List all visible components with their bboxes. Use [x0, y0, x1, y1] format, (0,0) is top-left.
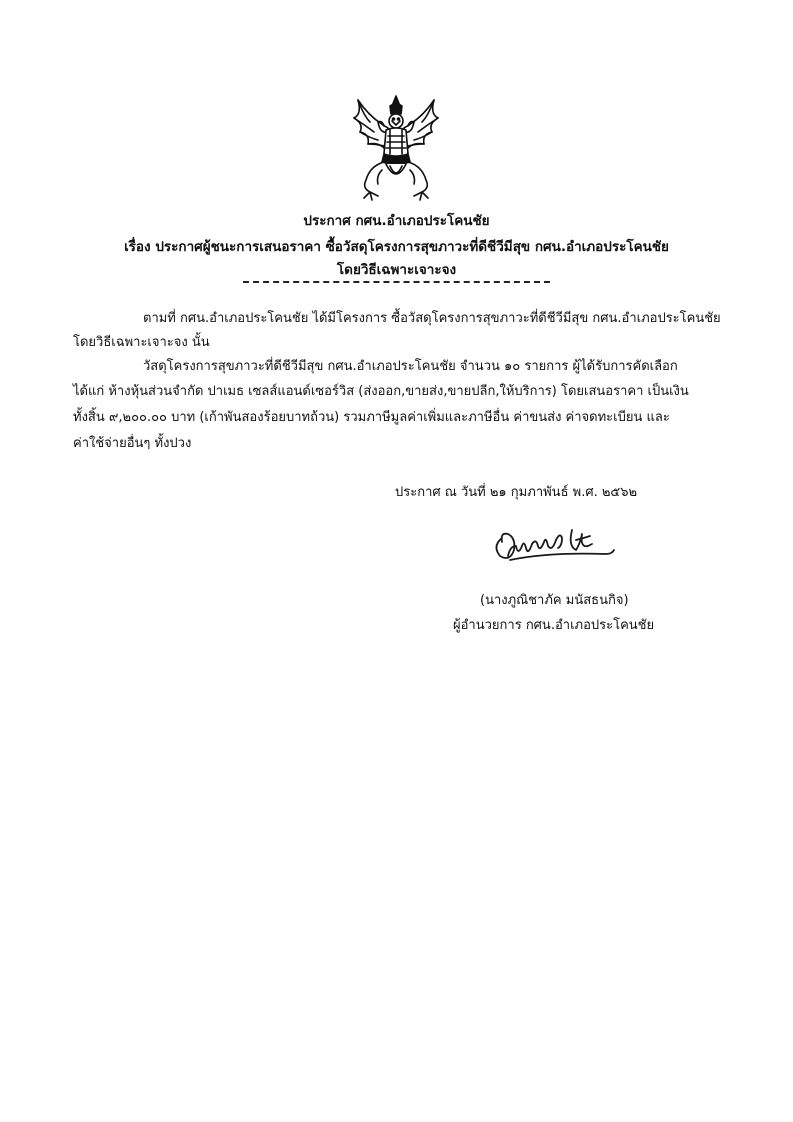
paragraph-2-line-1: วัสดุโครงการสุขภาวะที่ดีชีวีมีสุข กศน.อำเภอประโคนชัย จำนวน ๑๐ รายการ ผู้ได้รับการคัดเลือก	[143, 359, 678, 374]
header-divider	[243, 281, 550, 283]
paragraph-2-line-3: ทั้งสิ้น ๙,๒๐๐.๐๐ บาท (เก้าพันสองร้อยบาทถ้วน) รวมภาษีมูลค่าเพิ่มและภาษีอื่น ค่าขนส่ง ค่าจดทะเบียน และ	[73, 410, 670, 425]
signer-name: (นางภูณิชาภัค มนัสธนกิจ)	[480, 593, 629, 608]
procurement-method: โดยวิธีเฉพาะเจาะจง	[336, 262, 457, 278]
signer-title: ผู้อำนวยการ กศน.อำเภอประโคนชัย	[453, 618, 655, 633]
announcement-subject: เรื่อง ประกาศผู้ชนะการเสนอราคา ซื้อวัสดุโครงการสุขภาวะที่ดีชีวีมีสุข กศน.อำเภอประโคนชัย	[124, 239, 669, 255]
paragraph-1-line-1: ตามที่ กศน.อำเภอประโคนชัย ได้มีโครงการ ซื้อวัสดุโครงการสุขภาวะที่ดีชีวีมีสุข กศน.อำเภอประโคนชัย	[143, 311, 721, 326]
announcement-date: ประกาศ ณ วันที่ ๒๑ กุมภาพันธ์ พ.ศ. ๒๕๖๒	[395, 485, 638, 500]
paragraph-2-line-4: ค่าใช้จ่ายอื่นๆ ทั้งปวง	[73, 436, 192, 451]
garuda-emblem-icon	[340, 92, 452, 204]
paragraph-1-line-2: โดยวิธีเฉพาะเจาะจง นั้น	[73, 335, 210, 350]
announcement-title: ประกาศ กศน.อำเภอประโคนชัย	[303, 213, 490, 229]
paragraph-2-line-2: ได้แก่ ห้างหุ้นส่วนจำกัด ปาเมธ เซลส์แอนด์เซอร์วิส (ส่งออก,ขายส่ง,ขายปลีก,ให้บริการ) โดยเสนอราคา เป็นเงิน	[73, 384, 689, 399]
handwritten-signature-icon	[488, 516, 618, 571]
